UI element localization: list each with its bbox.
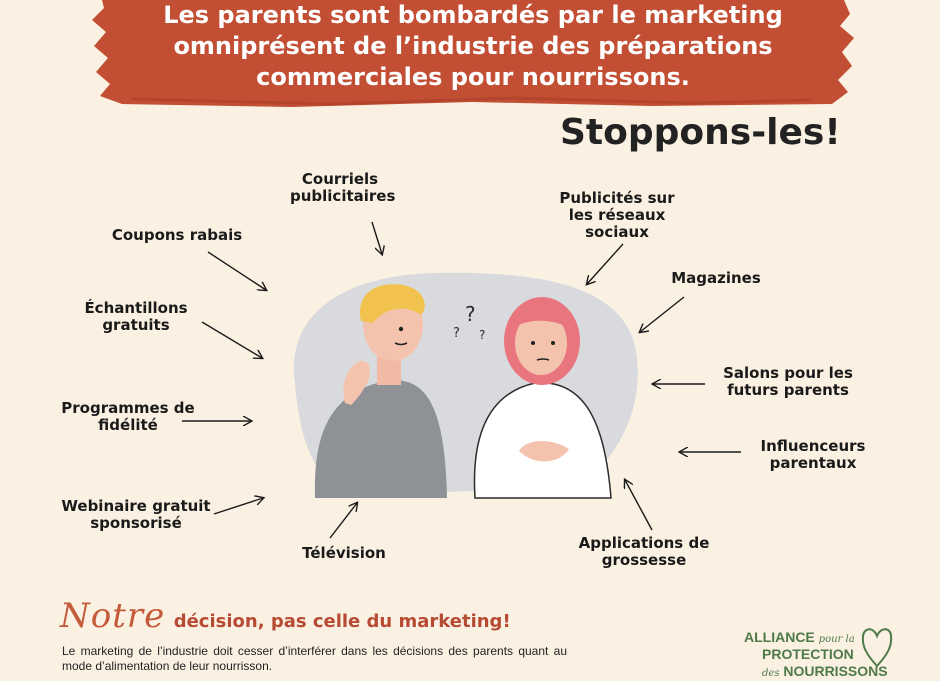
label-line: Applications de	[578, 534, 710, 552]
label-line: fidélité	[98, 416, 158, 434]
question-mark: ?	[453, 326, 460, 341]
label-courriels	[290, 170, 396, 205]
label-line: sponsorisé	[90, 514, 182, 532]
label-applications	[566, 535, 722, 569]
label-magazines	[664, 270, 768, 287]
heart-icon	[860, 624, 894, 670]
label-line: Magazines	[671, 269, 761, 287]
arrow-webinaire	[214, 498, 263, 514]
label-line: Coupons rabais	[111, 226, 243, 244]
arrow-television	[330, 503, 357, 538]
footer-script-word: Notre	[60, 596, 166, 636]
label-line: Courriels	[301, 170, 379, 188]
label-line: Influenceurs	[760, 437, 866, 455]
arrow-applications	[625, 480, 652, 530]
footer-body: Le marketing de l’industrie doit cesser d’interférer dans les décisions des parents quant au mode d’alimentation de leur nourrisson.	[62, 644, 567, 673]
banner-line: Les parents sont bombardés par le marketing	[163, 1, 783, 29]
label-line: publicitaires	[290, 187, 396, 205]
label-influenceurs	[748, 438, 878, 472]
label-line: parentaux	[769, 454, 857, 472]
label-line: gratuits	[102, 316, 170, 334]
footer-heading: décision, pas celle du marketing!	[173, 611, 511, 632]
label-line: Webinaire gratuit	[61, 497, 211, 515]
logo-line-1	[744, 630, 855, 647]
label-line: Programmes de	[61, 399, 195, 417]
label-line: Publicités sur	[559, 189, 675, 207]
label-line: futurs parents	[727, 381, 849, 399]
label-line: Salons pour les	[723, 364, 853, 382]
logo-small-word: pour la	[818, 634, 855, 645]
label-line: Télévision	[302, 544, 386, 562]
label-line: grossesse	[601, 551, 687, 569]
label-television	[290, 545, 398, 562]
logo-line-2: PROTECTION	[762, 646, 854, 662]
label-line: sociaux	[585, 223, 649, 241]
logo-word: ALLIANCE	[744, 629, 815, 645]
arrow-echantillons	[202, 322, 262, 358]
logo-small-word: des	[762, 668, 780, 679]
label-line: les réseaux	[568, 206, 666, 224]
alliance-logo	[744, 628, 904, 679]
arrow-reseaux	[587, 244, 623, 284]
headline: Stoppons-les!	[560, 112, 841, 153]
label-fidelite	[54, 400, 202, 434]
label-echantillons	[72, 300, 200, 334]
footer-title	[60, 596, 511, 636]
label-coupons	[104, 227, 250, 244]
label-webinaire	[54, 498, 218, 532]
arrow-courriels	[372, 222, 382, 254]
banner-line: commerciales pour nourrissons.	[256, 63, 690, 91]
banner-line: omniprésent de l’industrie des préparations	[173, 32, 773, 60]
question-mark: ?	[479, 328, 486, 342]
label-reseaux	[552, 190, 682, 241]
logo-word: NOURRISSONS	[783, 663, 888, 679]
label-line: Échantillons	[84, 299, 188, 317]
arrow-coupons	[208, 252, 266, 290]
arrow-magazines	[640, 297, 684, 332]
label-salons	[716, 365, 860, 399]
question-mark: ?	[465, 302, 476, 326]
